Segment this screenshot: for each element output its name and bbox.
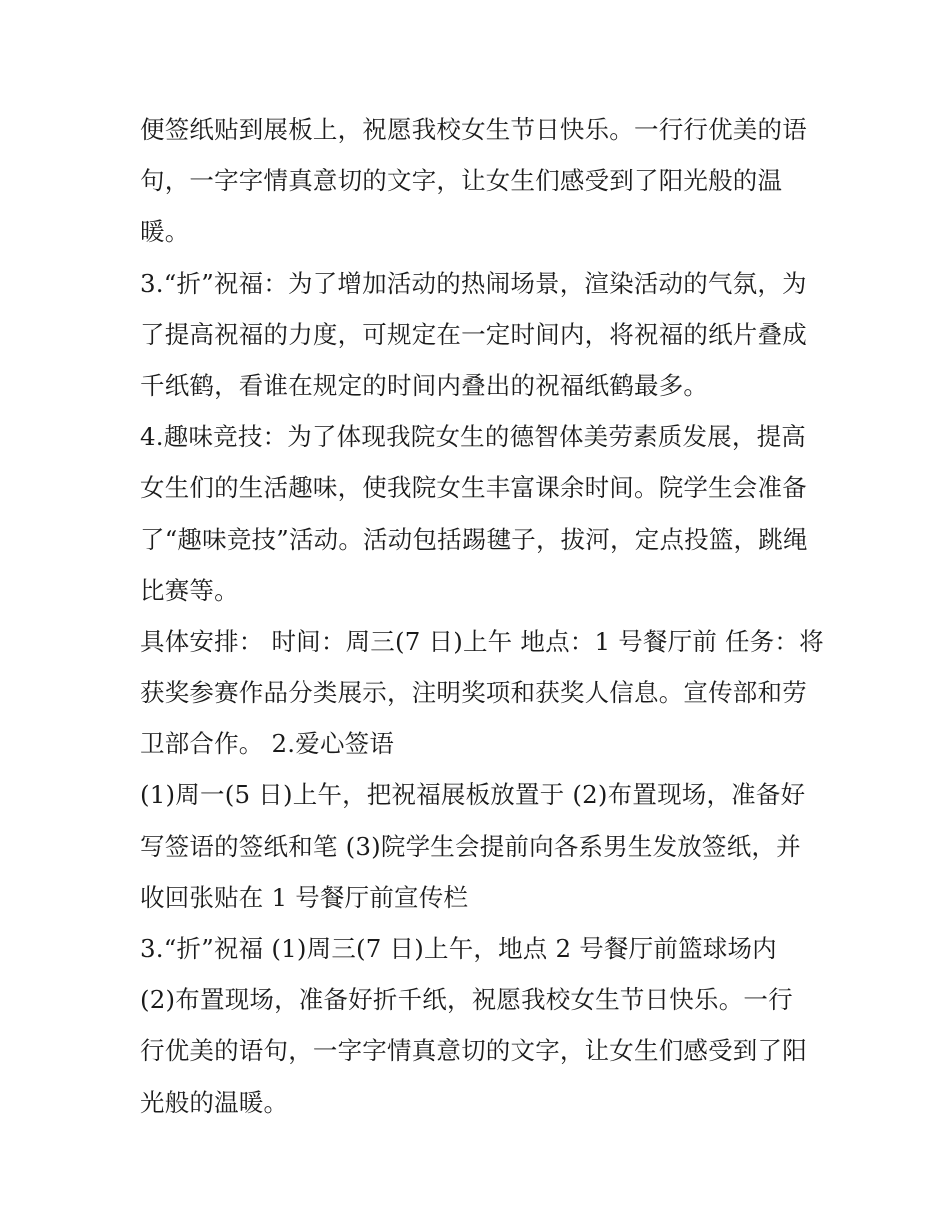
text-line: 具体安排： 时间：周三(7 日)上午 地点：1 号餐厅前 任务：将 [140, 626, 824, 656]
text-line: 卫部合作。 2.爱心签语 [140, 729, 395, 759]
text-line: (1)周一(5 日)上午，把祝福展板放置于 (2)布置现场，准备好 [140, 780, 806, 810]
text-line: 4.趣味竞技：为了体现我院女生的德智体美劳素质发展，提高 [140, 422, 806, 452]
text-line: 便签纸贴到展板上，祝愿我校女生节日快乐。一行行优美的语 [140, 115, 807, 144]
text-line: 3.“折”祝福 (1)周三(7 日)上午，地点 2 号餐厅前篮球场内 [140, 934, 777, 963]
text-line: 获奖参赛作品分类展示，注明奖项和获奖人信息。宣传部和劳 [140, 678, 807, 708]
text-line: 句，一字字情真意切的文字，让女生们感受到了阳光般的温 [140, 166, 783, 196]
text-line: 光般的温暖。 [140, 1087, 289, 1117]
text-line: 3.“折”祝福：为了增加活动的热闹场景，渲染活动的气氛，为 [140, 268, 807, 298]
text-line: 行优美的语句，一字字情真意切的文字，让女生们感受到了阳 [140, 1036, 807, 1066]
text-line: 了“趣味竞技”活动。活动包括踢毽子，拔河，定点投篮，跳绳 [140, 524, 808, 554]
text-line: (2)布置现场，准备好折千纸，祝愿我校女生节日快乐。一行 [140, 985, 793, 1015]
text-line: 收回张贴在 1 号餐厅前宣传栏 [140, 882, 469, 912]
text-line: 了提高祝福的力度，可规定在一定时间内，将祝福的纸片叠成 [140, 319, 807, 349]
text-line: 比赛等。 [140, 575, 239, 605]
text-line: 女生们的生活趣味，使我院女生丰富课余时间。院学生会准备 [140, 473, 807, 503]
document-body [140, 104, 824, 1128]
text-line: 暖。 [140, 217, 190, 247]
text-line: 千纸鹤，看谁在规定的时间内叠出的祝福纸鹤最多。 [140, 370, 709, 400]
text-line: 写签语的签纸和笔 (3)院学生会提前向各系男生发放签纸，并 [140, 831, 801, 861]
